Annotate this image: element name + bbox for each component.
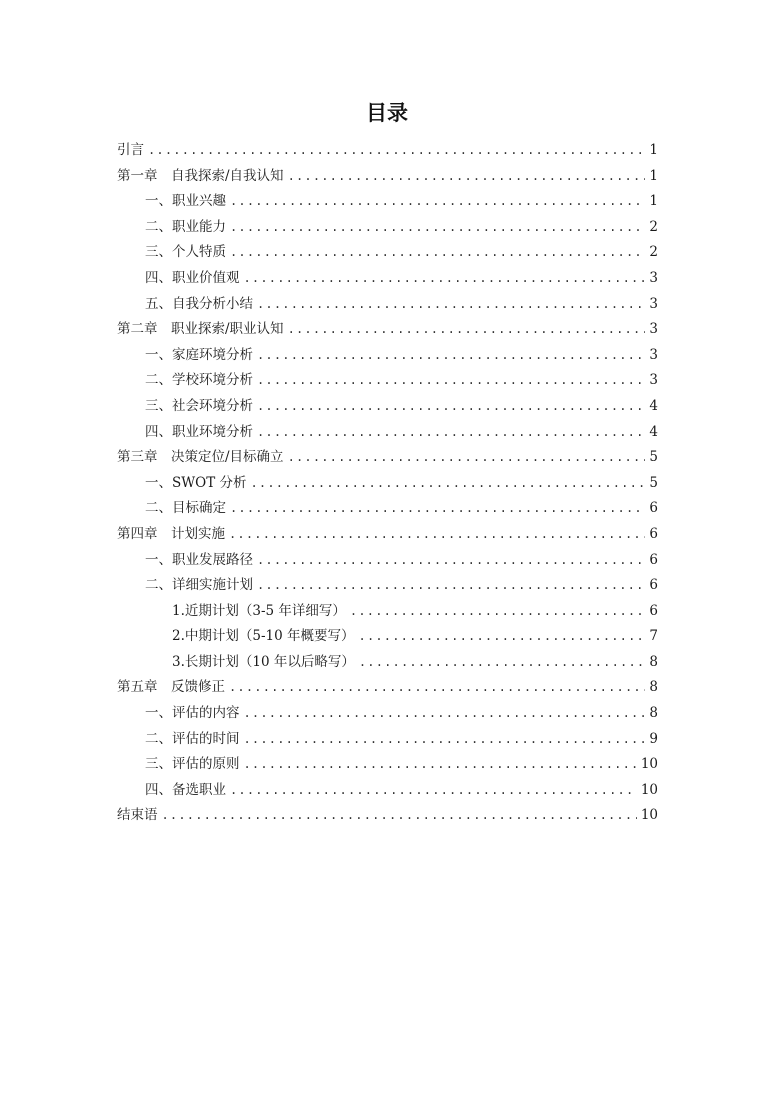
toc-page-number: 5 (649, 474, 658, 491)
toc-entry[interactable] (117, 624, 658, 650)
toc-entry-text: 第五章 反馈修正 (117, 679, 225, 696)
toc-dot-leader (244, 266, 646, 292)
toc-entry[interactable] (117, 803, 658, 829)
toc-entry-text: 一、家庭环境分析 (145, 346, 253, 363)
toc-entry-text: 一、职业兴趣 (145, 193, 226, 210)
toc-dot-leader (230, 240, 645, 266)
toc-page-number: 6 (649, 500, 658, 517)
toc-entry[interactable] (117, 496, 658, 522)
toc-entry[interactable] (117, 394, 658, 420)
toc-entry[interactable] (117, 266, 658, 292)
toc-entry[interactable] (117, 189, 658, 215)
toc-entry[interactable] (117, 215, 658, 241)
toc-entry[interactable] (117, 420, 658, 446)
toc-dot-leader (288, 445, 646, 471)
toc-entry[interactable] (117, 727, 658, 753)
toc-dot-leader (251, 471, 646, 497)
toc-entry[interactable] (117, 240, 658, 266)
toc-dot-leader (162, 803, 637, 829)
toc-dot-leader (229, 522, 645, 548)
toc-entry[interactable] (117, 317, 658, 343)
toc-dot-leader (257, 548, 645, 574)
toc-page-number: 1 (649, 193, 658, 210)
toc-entry[interactable] (117, 701, 658, 727)
toc-entry-text: 第三章 决策定位/目标确立 (117, 449, 284, 466)
toc-dot-leader (359, 650, 646, 676)
toc-list (117, 138, 658, 829)
toc-entry-text: 二、学校环境分析 (145, 372, 253, 389)
toc-page-number: 3 (649, 295, 658, 312)
toc-entry-text: 二、目标确定 (145, 500, 226, 517)
toc-dot-leader (257, 292, 645, 318)
toc-dot-leader (230, 189, 645, 215)
toc-page-number: 8 (649, 679, 658, 696)
toc-entry-text: 一、SWOT 分析 (145, 474, 247, 491)
toc-entry[interactable] (117, 368, 658, 394)
toc-page-number: 5 (649, 449, 658, 466)
toc-entry[interactable] (117, 675, 658, 701)
toc-page-number: 8 (649, 653, 658, 670)
toc-entry-text: 一、评估的内容 (145, 705, 240, 722)
toc-page-number: 7 (649, 628, 658, 645)
toc-entry-text: 四、职业环境分析 (145, 423, 253, 440)
toc-entry-text: 五、自我分析小结 (145, 295, 253, 312)
toc-page-number: 6 (649, 525, 658, 542)
toc-page-number: 3 (649, 269, 658, 286)
toc-entry-text: 第二章 职业探索/职业认知 (117, 321, 284, 338)
toc-page-number: 1 (649, 167, 658, 184)
toc-entry[interactable] (117, 471, 658, 497)
toc-entry[interactable] (117, 752, 658, 778)
toc-dot-leader (148, 138, 645, 164)
toc-entry[interactable] (117, 522, 658, 548)
toc-dot-leader (288, 164, 646, 190)
toc-dot-leader (350, 599, 645, 625)
toc-dot-leader (230, 496, 645, 522)
toc-entry-text: 四、职业价值观 (145, 269, 240, 286)
toc-dot-leader (359, 624, 646, 650)
toc-dot-leader (244, 727, 646, 753)
toc-entry[interactable] (117, 548, 658, 574)
toc-page-number: 3 (649, 346, 658, 363)
toc-entry[interactable] (117, 778, 658, 804)
toc-dot-leader (257, 368, 645, 394)
toc-title: 目录 (366, 101, 408, 125)
toc-entry[interactable] (117, 599, 658, 625)
toc-dot-leader (257, 420, 645, 446)
toc-entry-text: 1.近期计划（3-5 年详细写） (172, 602, 346, 619)
toc-page-number: 6 (649, 602, 658, 619)
toc-page-number: 3 (649, 372, 658, 389)
toc-entry[interactable] (117, 573, 658, 599)
toc-entry-text: 二、评估的时间 (145, 730, 240, 747)
toc-entry-text: 结束语 (117, 807, 158, 824)
toc-page-number: 6 (649, 577, 658, 594)
toc-dot-leader (230, 778, 637, 804)
toc-entry-text: 第一章 自我探索/自我认知 (117, 167, 284, 184)
toc-dot-leader (244, 701, 646, 727)
toc-page-number: 4 (649, 397, 658, 414)
toc-entry[interactable] (117, 343, 658, 369)
toc-dot-leader (229, 675, 645, 701)
toc-dot-leader (257, 394, 645, 420)
toc-entry-text: 一、职业发展路径 (145, 551, 253, 568)
toc-page-number: 10 (640, 807, 658, 824)
toc-page-number: 2 (649, 244, 658, 261)
toc-page-number: 4 (649, 423, 658, 440)
toc-entry[interactable] (117, 292, 658, 318)
toc-page-number: 8 (649, 705, 658, 722)
toc-dot-leader (257, 343, 645, 369)
toc-entry[interactable] (117, 445, 658, 471)
toc-entry-text: 四、备选职业 (145, 781, 226, 798)
toc-page-number: 10 (640, 756, 658, 773)
toc-entry-text: 引言 (117, 142, 144, 158)
toc-entry[interactable] (117, 138, 658, 164)
toc-entry-text: 3.长期计划（10 年以后略写） (172, 653, 355, 670)
toc-dot-leader (230, 215, 645, 241)
toc-entry[interactable] (117, 164, 658, 190)
toc-entry-text: 三、评估的原则 (145, 756, 240, 773)
toc-dot-leader (288, 317, 646, 343)
toc-page-number: 10 (640, 781, 658, 798)
toc-page-number: 3 (649, 321, 658, 338)
toc-page-number: 6 (649, 551, 658, 568)
toc-page-number: 1 (649, 142, 658, 158)
toc-page-number: 2 (649, 218, 658, 235)
toc-dot-leader (257, 573, 645, 599)
toc-entry-text: 三、个人特质 (145, 244, 226, 261)
toc-entry-text: 2.中期计划（5-10 年概要写） (172, 628, 355, 645)
toc-entry-text: 二、详细实施计划 (145, 577, 253, 594)
toc-entry[interactable] (117, 650, 658, 676)
toc-dot-leader (244, 752, 637, 778)
toc-entry-text: 第四章 计划实施 (117, 525, 225, 542)
toc-entry-text: 三、社会环境分析 (145, 397, 253, 414)
toc-entry-text: 二、职业能力 (145, 218, 226, 235)
toc-page-number: 9 (649, 730, 658, 747)
